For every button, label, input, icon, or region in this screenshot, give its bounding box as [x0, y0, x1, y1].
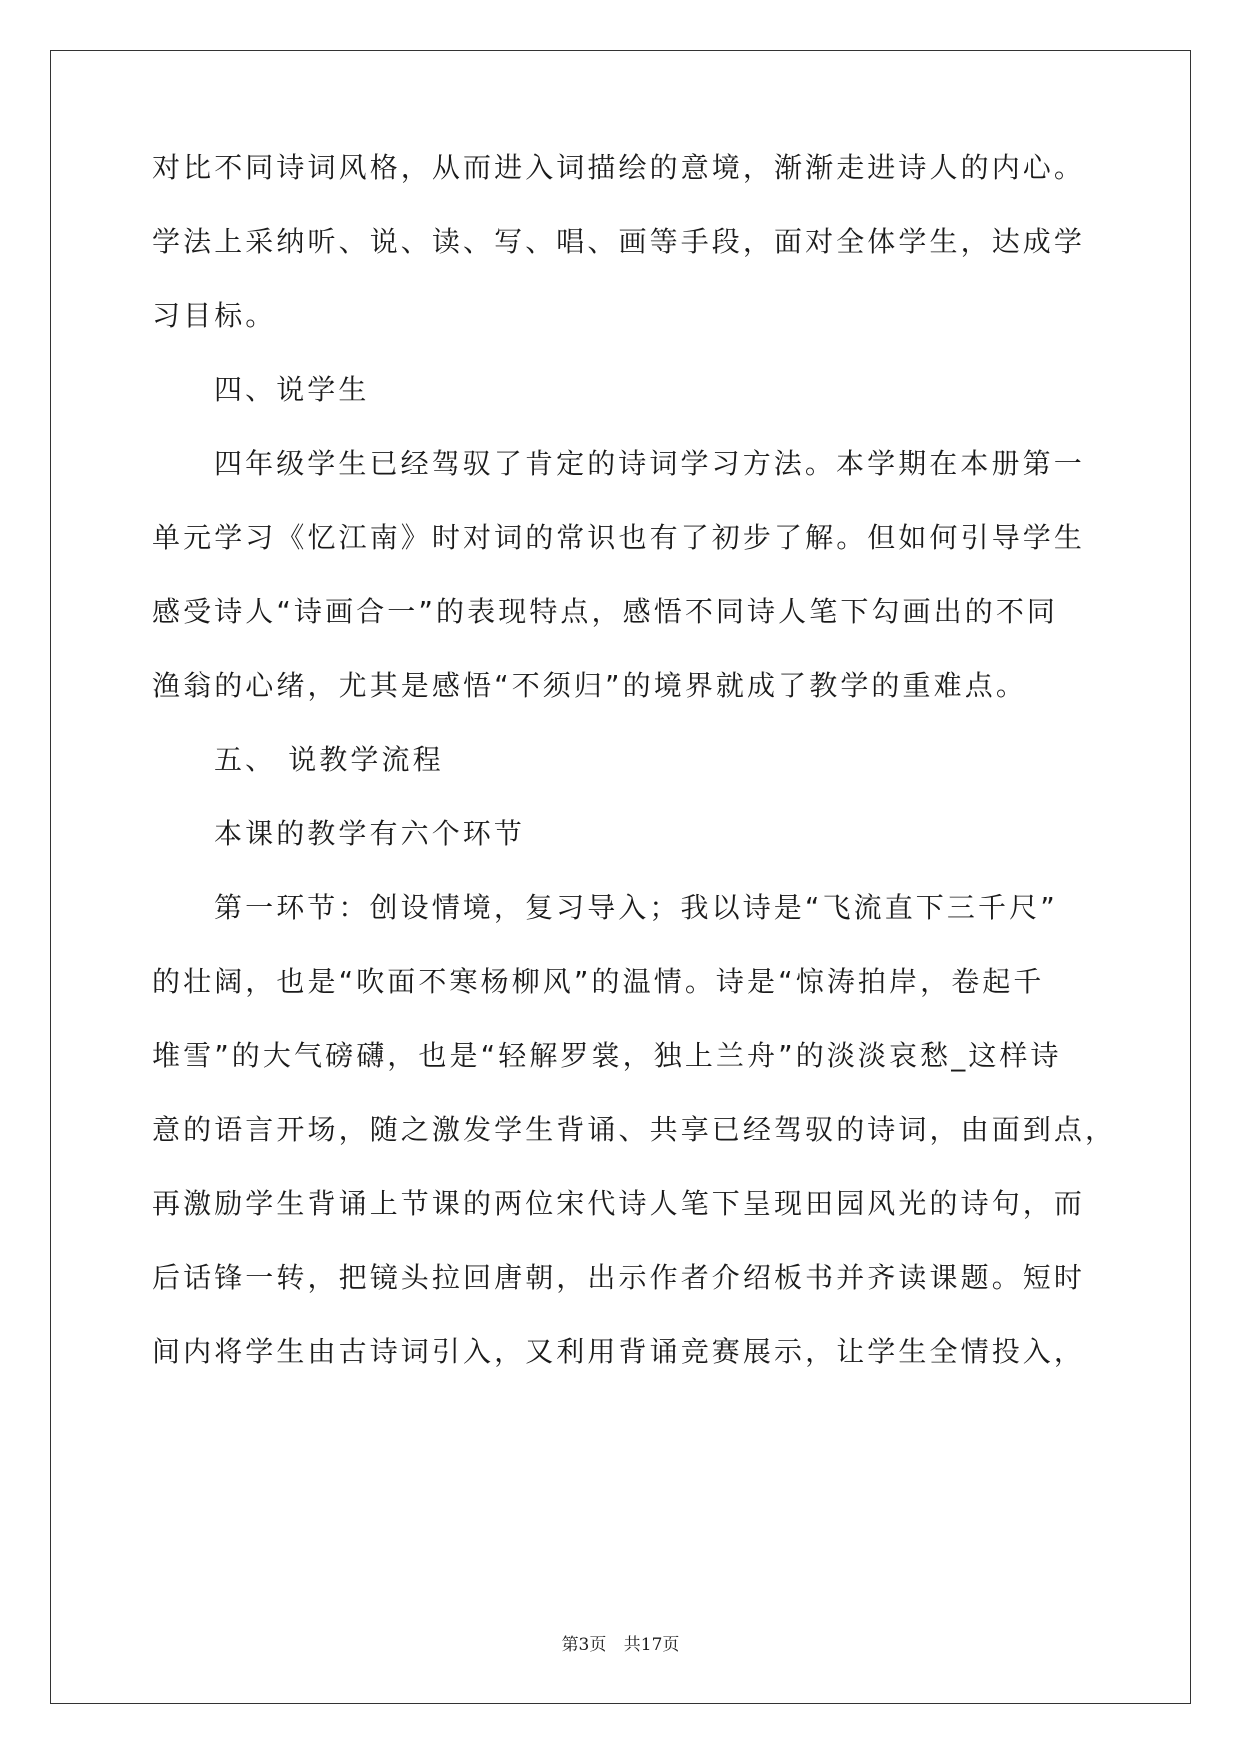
- text-line: 第一环节：创设情境，复习导入；我以诗是“飞流直下三千尺”: [214, 891, 1058, 924]
- text-line: 后话锋一转，把镜头拉回唐朝，出示作者介绍板书并齐读课题。短时: [152, 1261, 1086, 1294]
- text-line: 习目标。: [152, 299, 277, 332]
- text-line: 四年级学生已经驾驭了肯定的诗词学习方法。本学期在本册第一: [214, 447, 1085, 480]
- section-heading: 四、说学生: [214, 373, 370, 406]
- text-line: 渔翁的心绪，尤其是感悟“不须归”的境界就成了教学的重难点。: [152, 669, 1027, 702]
- text-line: 间内将学生由古诗词引入，又利用背诵竞赛展示，让学生全情投入，: [152, 1335, 1086, 1368]
- page-number: 第3页: [561, 1635, 607, 1655]
- text-line: 再激励学生背诵上节课的两位宋代诗人笔下呈现田园风光的诗句，而: [152, 1187, 1086, 1220]
- text-line: 本课的教学有六个环节: [214, 817, 526, 850]
- text-line: 的壮阔，也是“吹面不寒杨柳风”的温情。诗是“惊涛拍岸，卷起千: [152, 965, 1045, 998]
- section-heading: 五、 说教学流程: [214, 743, 444, 776]
- page-total: 共17页: [623, 1635, 680, 1655]
- text-line: 学法上采纳听、说、读、写、唱、画等手段，面对全体学生，达成学: [152, 225, 1086, 258]
- text-line: 堆雪”的大气磅礴，也是“轻解罗裳，独上兰舟”的淡淡哀愁_这样诗: [152, 1039, 1062, 1072]
- text-line: 单元学习《忆江南》时对词的常识也有了初步了解。但如何引导学生: [152, 521, 1086, 554]
- text-line: 感受诗人“诗画合一”的表现特点，感悟不同诗人笔下勾画出的不同: [152, 595, 1059, 628]
- page-footer: [0, 1630, 1241, 1655]
- text-line: 对比不同诗词风格，从而进入词描绘的意境，渐渐走进诗人的内心。: [152, 151, 1086, 184]
- text-line: 意的语言开场，随之激发学生背诵、共享已经驾驭的诗词，由面到点，: [152, 1113, 1117, 1146]
